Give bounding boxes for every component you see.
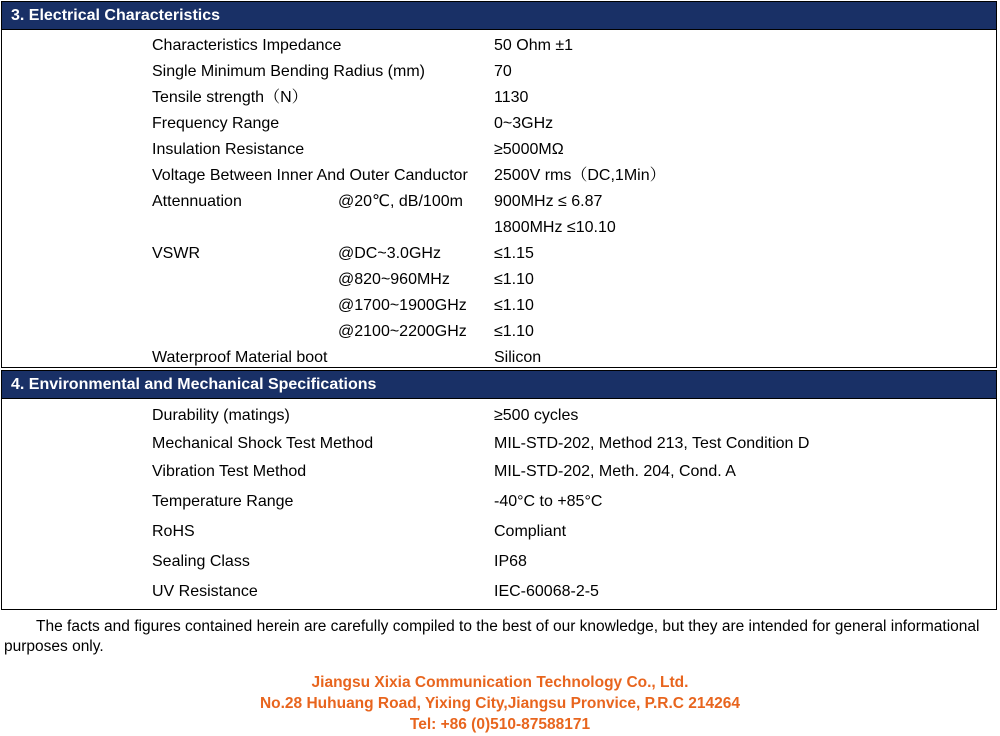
company-name: Jiangsu Xixia Communication Technology Co., Ltd. bbox=[311, 674, 689, 691]
spec-row bbox=[2, 86, 996, 110]
spec-row bbox=[2, 294, 996, 318]
spec-label: Tensile strength（N） bbox=[152, 89, 308, 106]
spec-label: Temperature Range bbox=[152, 493, 294, 510]
spec-value: ≤1.10 bbox=[494, 297, 534, 314]
spec-row bbox=[2, 138, 996, 162]
spec-row bbox=[2, 242, 996, 266]
spec-label: Sealing Class bbox=[152, 553, 250, 570]
spec-row bbox=[2, 60, 996, 84]
spec-value: 50 Ohm ±1 bbox=[494, 37, 574, 54]
spec-label: Mechanical Shock Test Method bbox=[152, 435, 374, 452]
spec-label: Vibration Test Method bbox=[152, 463, 307, 480]
spec-label: VSWR bbox=[152, 245, 200, 262]
spec-value: 0~3GHz bbox=[494, 115, 554, 132]
spec-row bbox=[2, 190, 996, 214]
spec-row bbox=[2, 112, 996, 136]
spec-value: ≤1.15 bbox=[494, 245, 534, 262]
spec-row bbox=[2, 346, 996, 370]
company-address: No.28 Huhuang Road, Yixing City,Jiangsu Pronvice, P.R.C 214264 bbox=[259, 695, 741, 712]
spec-label: Characteristics Impedance bbox=[152, 37, 342, 54]
spec-value: ≥5000MΩ bbox=[494, 141, 564, 158]
spec-value: -40°C to +85°C bbox=[494, 493, 603, 510]
spec-row bbox=[2, 320, 996, 344]
spec-label: RoHS bbox=[152, 523, 195, 540]
spec-row bbox=[2, 460, 996, 484]
spec-row bbox=[2, 520, 996, 544]
environmental-mechanical-section bbox=[1, 370, 997, 610]
spec-value: ≤1.10 bbox=[494, 271, 534, 288]
spec-value: IEC-60068-2-5 bbox=[494, 583, 599, 600]
spec-label: UV Resistance bbox=[152, 583, 258, 600]
spec-value: ≤1.10 bbox=[494, 323, 534, 340]
spec-row bbox=[2, 164, 996, 188]
spec-row bbox=[2, 404, 996, 428]
spec-label: Frequency Range bbox=[152, 115, 280, 132]
electrical-characteristics-section bbox=[1, 1, 997, 368]
spec-label: Single Minimum Bending Radius (mm) bbox=[152, 63, 425, 80]
spec-condition: @1700~1900GHz bbox=[338, 297, 467, 314]
spec-condition: @820~960MHz bbox=[338, 271, 450, 288]
spec-row bbox=[2, 432, 996, 456]
spec-value: 1800MHz ≤10.10 bbox=[494, 219, 616, 236]
spec-value: Compliant bbox=[494, 523, 567, 540]
spec-value: ≥500 cycles bbox=[494, 407, 579, 424]
spec-condition: @20℃, dB/100m bbox=[338, 193, 463, 210]
company-telephone: Tel: +86 (0)510-87588171 bbox=[409, 716, 591, 733]
spec-condition: @2100~2200GHz bbox=[338, 323, 467, 340]
spec-label: Waterproof Material boot bbox=[152, 349, 328, 366]
spec-label: Insulation Resistance bbox=[152, 141, 305, 158]
spec-label: Durability (matings) bbox=[152, 407, 290, 424]
spec-row bbox=[2, 550, 996, 574]
spec-label: Voltage Between Inner And Outer Canductor bbox=[152, 167, 468, 184]
spec-value: 70 bbox=[494, 63, 512, 80]
spec-row bbox=[2, 580, 996, 604]
spec-value: IP68 bbox=[494, 553, 527, 570]
spec-row bbox=[2, 216, 996, 240]
spec-value: 900MHz ≤ 6.87 bbox=[494, 193, 603, 210]
spec-condition: @DC~3.0GHz bbox=[338, 245, 441, 262]
spec-label: Attennuation bbox=[152, 193, 242, 210]
spec-value: Silicon bbox=[494, 349, 542, 366]
spec-value: MIL-STD-202, Meth. 204, Cond. A bbox=[494, 463, 736, 480]
spec-row bbox=[2, 268, 996, 292]
spec-row bbox=[2, 490, 996, 514]
section-header: 3. Electrical Characteristics bbox=[2, 2, 996, 30]
disclaimer-text: The facts and figures contained herein are carefully compiled to the best of our knowledge, but they are intended for general informational purposes only. bbox=[4, 618, 980, 655]
spec-value: 1130 bbox=[494, 89, 529, 106]
section-header: 4. Environmental and Mechanical Specifications bbox=[2, 371, 996, 399]
spec-row bbox=[2, 34, 996, 58]
spec-value: 2500V rms（DC,1Min） bbox=[494, 167, 666, 184]
spec-value: MIL-STD-202, Method 213, Test Condition D bbox=[494, 435, 810, 452]
